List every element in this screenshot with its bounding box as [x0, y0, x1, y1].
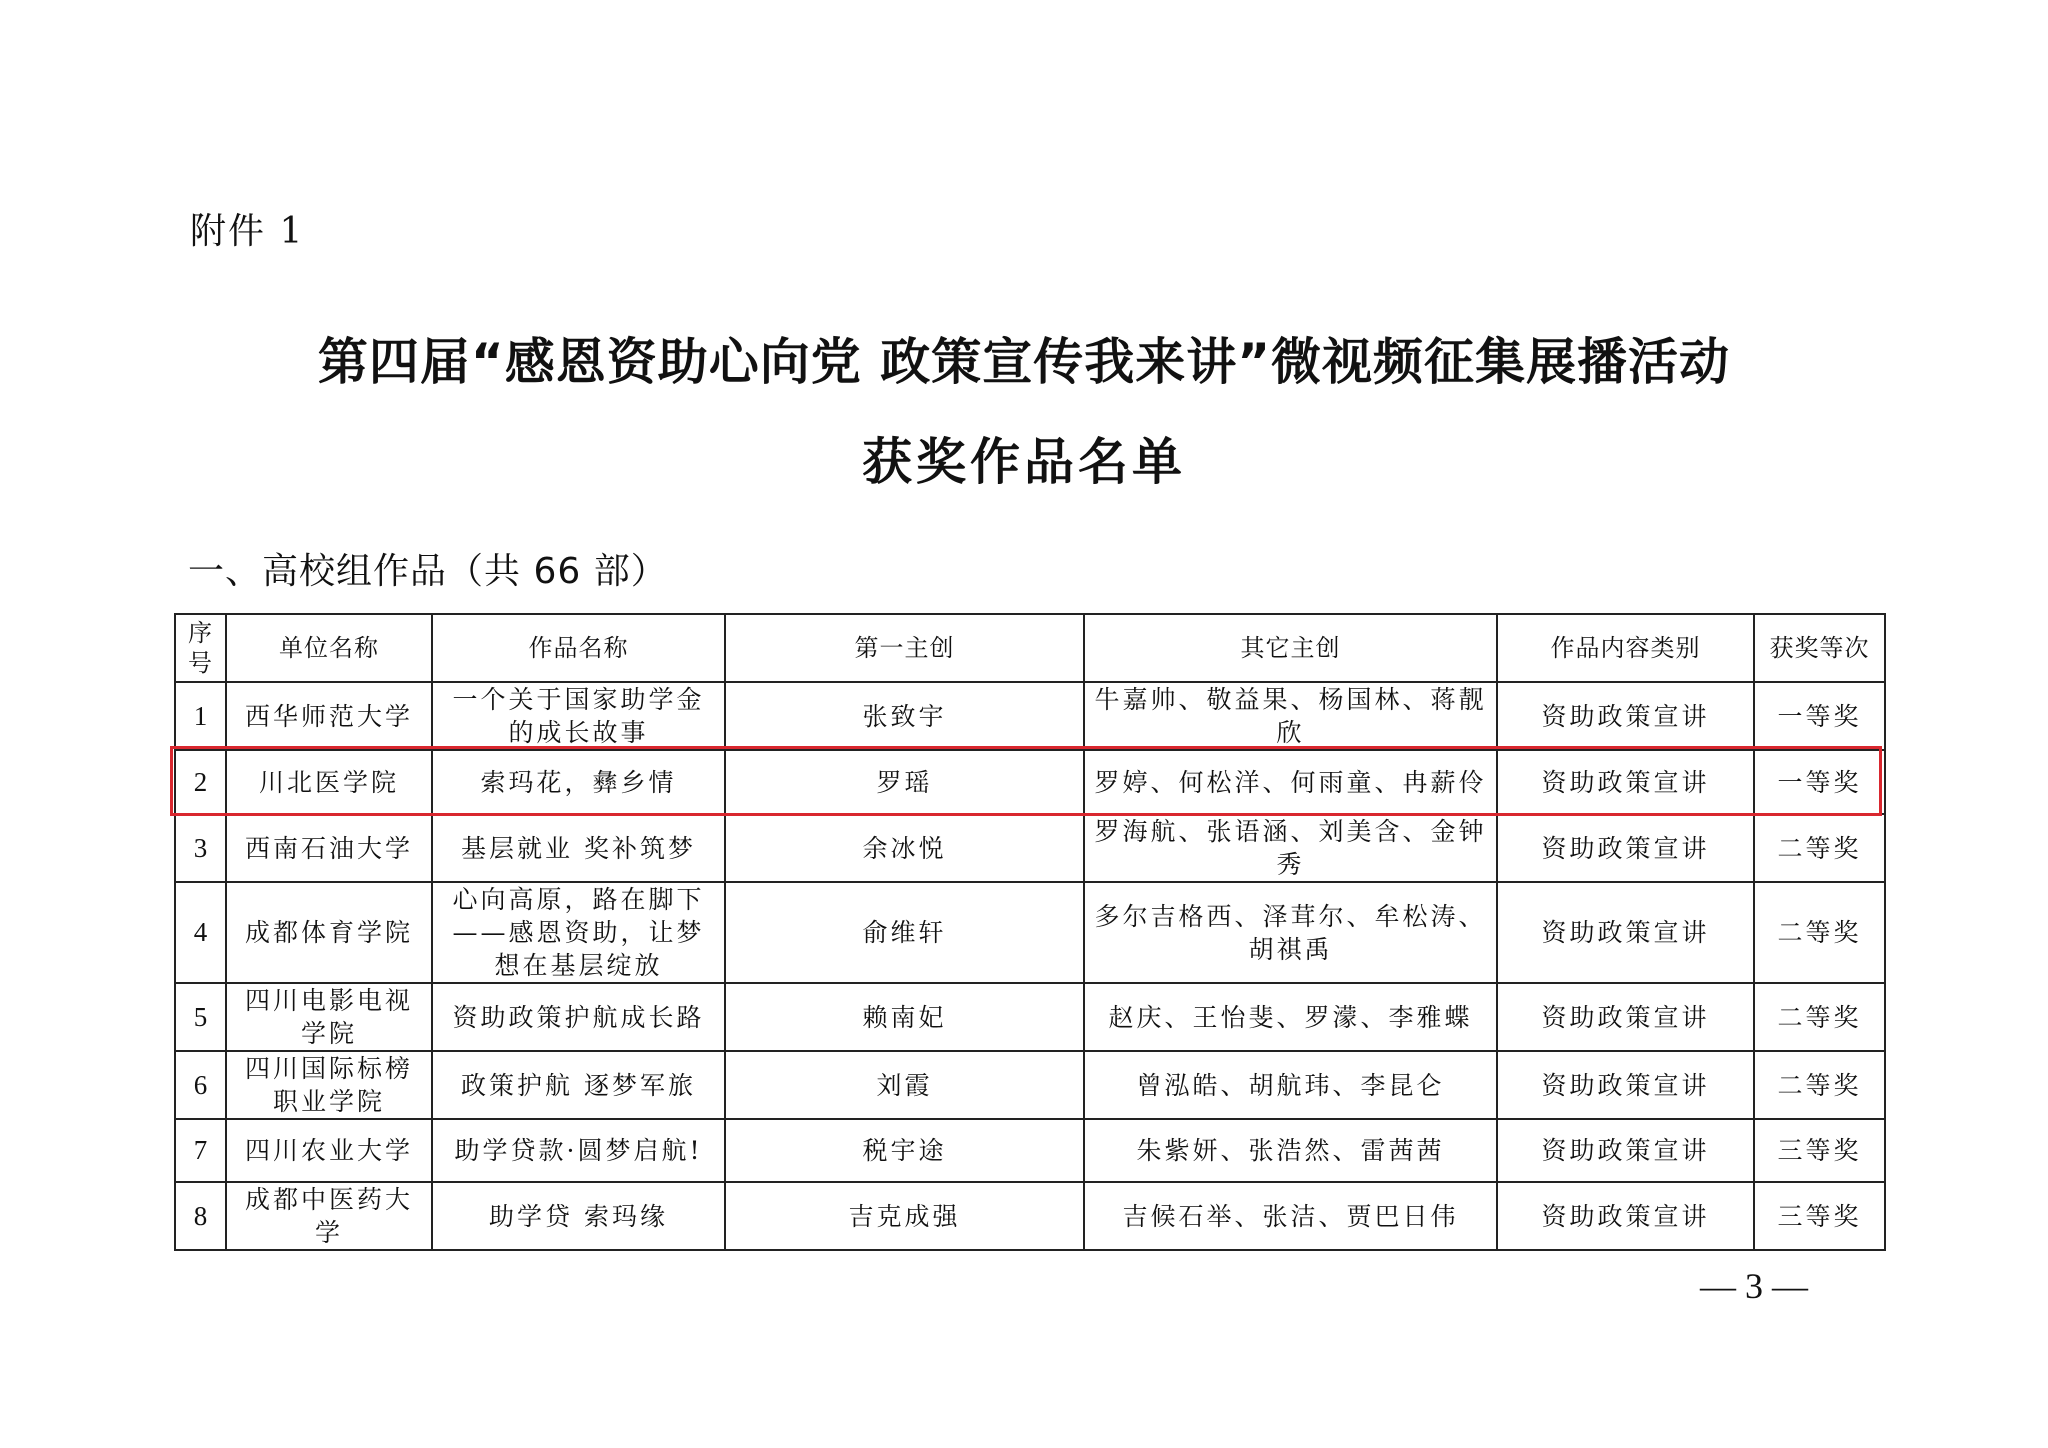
cell-unit: 西南石油大学: [226, 814, 432, 882]
cell-others: 多尔吉格西、泽茸尔、牟松涛、胡祺禹: [1084, 882, 1497, 983]
cell-index: 7: [175, 1119, 226, 1182]
cell-category: 资助政策宣讲: [1497, 882, 1754, 983]
cell-creator: 刘霞: [725, 1051, 1084, 1119]
cell-award: 一等奖: [1754, 682, 1885, 750]
cell-work: 索玛花，彝乡情: [432, 750, 725, 814]
cell-award: 二等奖: [1754, 882, 1885, 983]
header-award: 获奖等次: [1754, 614, 1885, 682]
header-index: 序号: [175, 614, 226, 682]
cell-category: 资助政策宣讲: [1497, 1182, 1754, 1250]
cell-unit: 成都中医药大学: [226, 1182, 432, 1250]
cell-index: 3: [175, 814, 226, 882]
cell-work: 助学贷款·圆梦启航!: [432, 1119, 725, 1182]
cell-index: 6: [175, 1051, 226, 1119]
cell-category: 资助政策宣讲: [1497, 682, 1754, 750]
cell-creator: 吉克成强: [725, 1182, 1084, 1250]
cell-work: 资助政策护航成长路: [432, 983, 725, 1051]
cell-work: 心向高原，路在脚下——感恩资助，让梦想在基层绽放: [432, 882, 725, 983]
table-row: [175, 814, 1885, 882]
document-title-line-2: 获奖作品名单: [862, 433, 1186, 491]
cell-creator: 余冰悦: [725, 814, 1084, 882]
cell-unit: 四川国际标榜职业学院: [226, 1051, 432, 1119]
cell-others: 曾泓皓、胡航玮、李昆仑: [1084, 1051, 1497, 1119]
table-header-row: [175, 614, 1885, 682]
cell-unit: 西华师范大学: [226, 682, 432, 750]
cell-category: 资助政策宣讲: [1497, 983, 1754, 1051]
table-row: [175, 682, 1885, 750]
cell-unit: 四川农业大学: [226, 1119, 432, 1182]
cell-category: 资助政策宣讲: [1497, 750, 1754, 814]
cell-creator: 赖南妃: [725, 983, 1084, 1051]
cell-index: 4: [175, 882, 226, 983]
cell-category: 资助政策宣讲: [1497, 1119, 1754, 1182]
cell-award: 二等奖: [1754, 814, 1885, 882]
header-work: 作品名称: [432, 614, 725, 682]
cell-others: 牛嘉帅、敬益果、杨国林、蒋靓欣: [1084, 682, 1497, 750]
table-row: [175, 1051, 1885, 1119]
cell-creator: 张致宇: [725, 682, 1084, 750]
table-row: [175, 1119, 1885, 1182]
header-category: 作品内容类别: [1497, 614, 1754, 682]
table-row: [175, 983, 1885, 1051]
cell-award: 三等奖: [1754, 1182, 1885, 1250]
cell-unit: 四川电影电视学院: [226, 983, 432, 1051]
table-row: [175, 1182, 1885, 1250]
header-others: 其它主创: [1084, 614, 1497, 682]
header-unit: 单位名称: [226, 614, 432, 682]
cell-creator: 罗瑶: [725, 750, 1084, 814]
cell-award: 一等奖: [1754, 750, 1885, 814]
section-heading: 一、高校组作品（共 66 部）: [188, 551, 668, 592]
cell-others: 罗海航、张语涵、刘美含、金钟秀: [1084, 814, 1497, 882]
cell-category: 资助政策宣讲: [1497, 1051, 1754, 1119]
cell-unit: 成都体育学院: [226, 882, 432, 983]
cell-work: 政策护航 逐梦军旅: [432, 1051, 725, 1119]
attachment-label: 附件 1: [190, 211, 305, 252]
awards-table: [174, 613, 1886, 1251]
cell-index: 5: [175, 983, 226, 1051]
cell-others: 吉候石举、张洁、贾巴日伟: [1084, 1182, 1497, 1250]
cell-creator: 俞维轩: [725, 882, 1084, 983]
cell-award: 二等奖: [1754, 983, 1885, 1051]
header-creator: 第一主创: [725, 614, 1084, 682]
cell-others: 赵庆、王怡斐、罗濛、李雅蝶: [1084, 983, 1497, 1051]
cell-unit: 川北医学院: [226, 750, 432, 814]
cell-category: 资助政策宣讲: [1497, 814, 1754, 882]
cell-others: 朱紫妍、张浩然、雷茜茜: [1084, 1119, 1497, 1182]
cell-work: 助学贷 索玛缘: [432, 1182, 725, 1250]
cell-creator: 税宇途: [725, 1119, 1084, 1182]
page-number: — 3 —: [1700, 1266, 1808, 1306]
cell-index: 8: [175, 1182, 226, 1250]
cell-work: 一个关于国家助学金的成长故事: [432, 682, 725, 750]
document-title-line-1: 第四届“感恩资助心向党 政策宣传我来讲”微视频征集展播活动: [317, 333, 1731, 391]
cell-index: 2: [175, 750, 226, 814]
cell-others: 罗婷、何松洋、何雨童、冉薪伶: [1084, 750, 1497, 814]
table-row: [175, 882, 1885, 983]
cell-award: 三等奖: [1754, 1119, 1885, 1182]
cell-index: 1: [175, 682, 226, 750]
table-row-highlighted: [175, 750, 1885, 814]
cell-award: 二等奖: [1754, 1051, 1885, 1119]
cell-work: 基层就业 奖补筑梦: [432, 814, 725, 882]
